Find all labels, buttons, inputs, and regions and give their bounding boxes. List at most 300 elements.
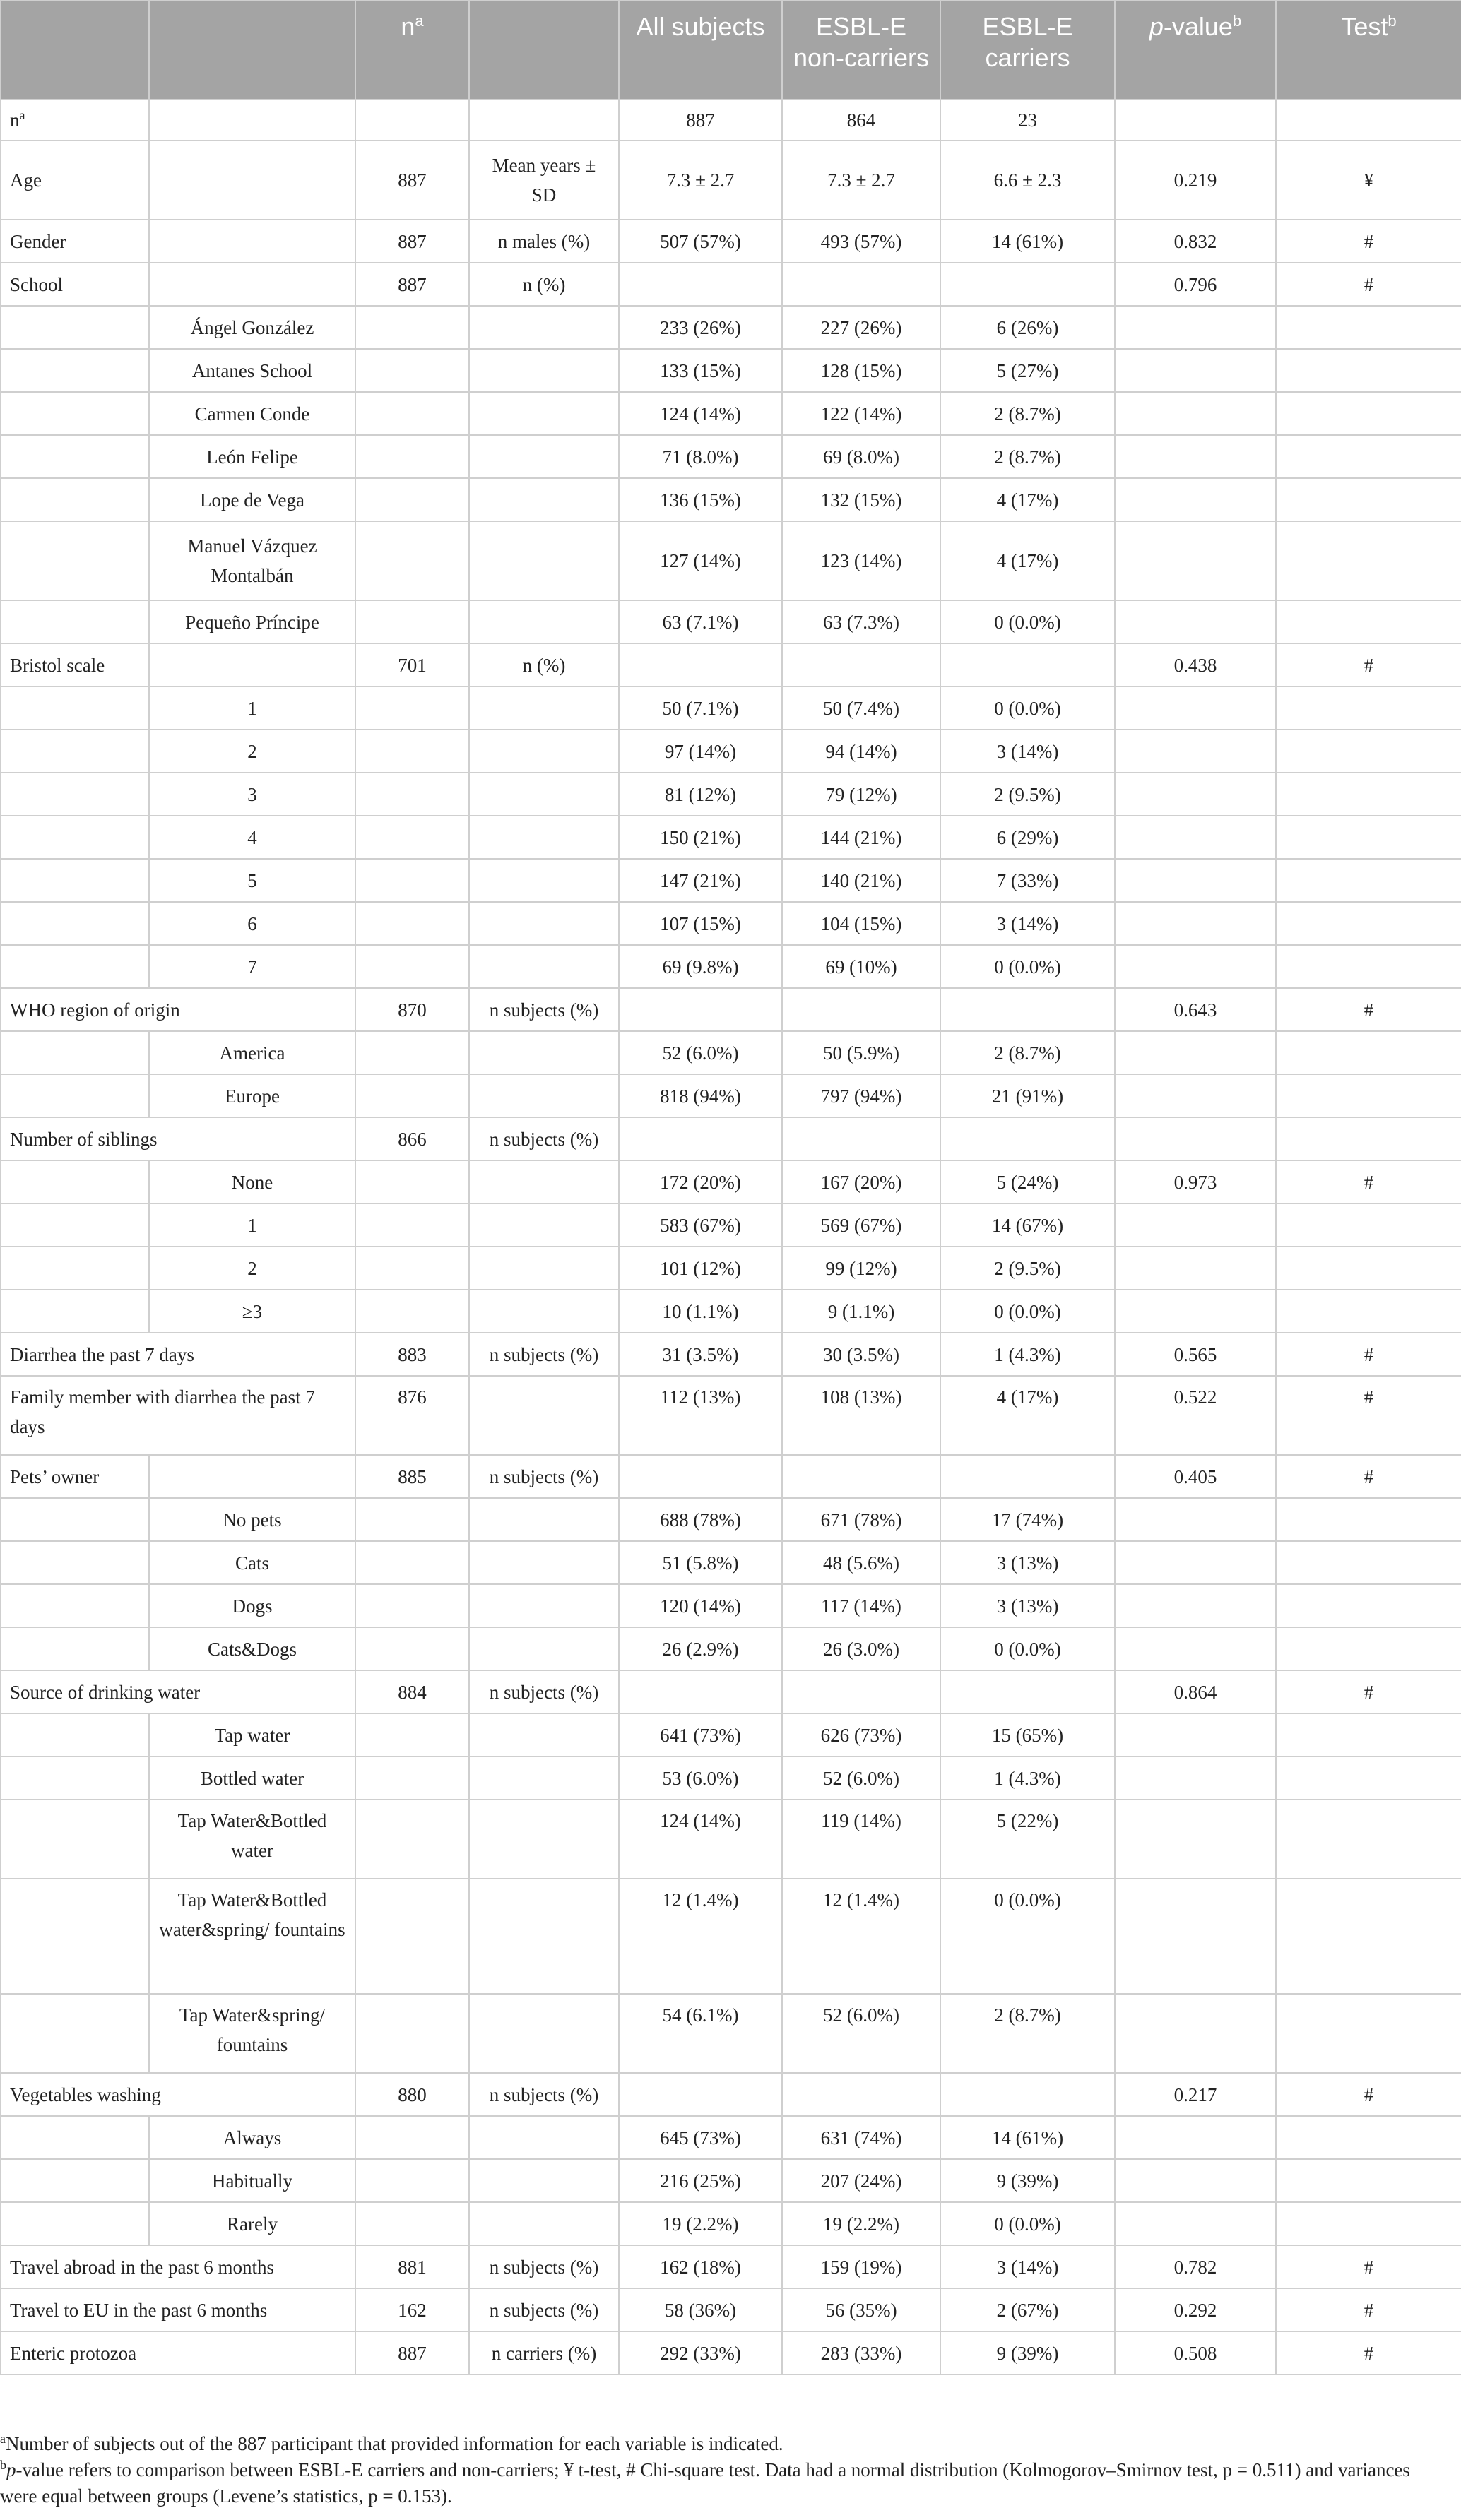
footnote-b-sup: b	[0, 2458, 6, 2472]
row-test	[1276, 2202, 1461, 2245]
table-row	[1, 902, 1461, 945]
row-carriers: 14 (67%)	[940, 1203, 1115, 1247]
header-all-subjects: All subjects	[619, 1, 782, 100]
row-n	[355, 1160, 469, 1203]
row-carriers: 0 (0.0%)	[940, 1879, 1115, 1994]
row-label	[1, 1627, 149, 1670]
row-non-carriers: 671 (78%)	[782, 1498, 940, 1541]
row-non-carriers: 19 (2.2%)	[782, 2202, 940, 2245]
row-category: 1	[149, 687, 355, 730]
row-n	[355, 1031, 469, 1074]
row-carriers: 15 (65%)	[940, 1713, 1115, 1757]
row-pvalue	[1115, 2159, 1276, 2202]
row-test	[1276, 1541, 1461, 1584]
table-row	[1, 773, 1461, 816]
row-unit: n subjects (%)	[469, 2073, 619, 2116]
row-unit	[469, 349, 619, 392]
row-test	[1276, 392, 1461, 435]
row-all-subjects: 172 (20%)	[619, 1160, 782, 1203]
row-all-subjects: 51 (5.8%)	[619, 1541, 782, 1584]
row-category: 1	[149, 1203, 355, 1247]
row-pvalue: 0.565	[1115, 1333, 1276, 1376]
table-row	[1, 306, 1461, 349]
row-all-subjects: 124 (14%)	[619, 1800, 782, 1879]
row-unit	[469, 1247, 619, 1290]
row-non-carriers: 52 (6.0%)	[782, 1994, 940, 2073]
row-n	[355, 600, 469, 643]
row-non-carriers: 79 (12%)	[782, 773, 940, 816]
row-label	[1, 859, 149, 902]
row-category: Antanes School	[149, 349, 355, 392]
row-unit: n carriers (%)	[469, 2331, 619, 2375]
row-n	[355, 730, 469, 773]
row-pvalue: 0.438	[1115, 643, 1276, 687]
row-label: Bristol scale	[1, 643, 149, 687]
row-non-carriers: 104 (15%)	[782, 902, 940, 945]
row-unit	[469, 1203, 619, 1247]
header-unit	[469, 1, 619, 100]
row-unit	[469, 100, 619, 141]
row-unit	[469, 2202, 619, 2245]
row-label	[1, 435, 149, 478]
row-label: Number of siblings	[1, 1117, 355, 1160]
row-carriers	[940, 1117, 1115, 1160]
row-pvalue	[1115, 100, 1276, 141]
row-carriers: 9 (39%)	[940, 2159, 1115, 2202]
row-test: #	[1276, 1333, 1461, 1376]
row-pvalue	[1115, 478, 1276, 521]
row-carriers	[940, 1670, 1115, 1713]
row-label: Family member with diarrhea the past 7 days	[1, 1376, 355, 1455]
row-carriers	[940, 263, 1115, 306]
table-row	[1, 1994, 1461, 2073]
row-unit	[469, 1290, 619, 1333]
row-pvalue	[1115, 1994, 1276, 2073]
row-carriers: 9 (39%)	[940, 2331, 1115, 2375]
row-n	[355, 1994, 469, 2073]
row-test: #	[1276, 2288, 1461, 2331]
row-label: Age	[1, 141, 149, 220]
row-label: WHO region of origin	[1, 988, 355, 1031]
footnote-b-italic: p	[6, 2459, 16, 2480]
row-pvalue	[1115, 773, 1276, 816]
row-carriers: 5 (22%)	[940, 1800, 1115, 1879]
row-pvalue: 0.292	[1115, 2288, 1276, 2331]
row-all-subjects: 58 (36%)	[619, 2288, 782, 2331]
row-pvalue	[1115, 521, 1276, 600]
table-row	[1, 2116, 1461, 2159]
table-row	[1, 1333, 1461, 1376]
row-pvalue	[1115, 306, 1276, 349]
row-carriers	[940, 1455, 1115, 1498]
row-test	[1276, 1203, 1461, 1247]
header-test-sup: b	[1388, 12, 1397, 30]
table-row	[1, 1627, 1461, 1670]
row-category	[149, 643, 355, 687]
row-label	[1, 392, 149, 435]
table-row	[1, 816, 1461, 859]
row-unit	[469, 392, 619, 435]
row-pvalue	[1115, 1627, 1276, 1670]
header-pvalue-sup: b	[1232, 12, 1242, 30]
row-label: Vegetables washing	[1, 2073, 355, 2116]
row-carriers: 2 (8.7%)	[940, 1031, 1115, 1074]
row-label	[1, 1160, 149, 1203]
row-category: Carmen Conde	[149, 392, 355, 435]
row-non-carriers: 144 (21%)	[782, 816, 940, 859]
table-row	[1, 945, 1461, 988]
row-carriers: 3 (14%)	[940, 2245, 1115, 2288]
row-non-carriers: 69 (8.0%)	[782, 435, 940, 478]
row-n	[355, 1541, 469, 1584]
row-pvalue	[1115, 1879, 1276, 1994]
row-test	[1276, 1117, 1461, 1160]
table-row	[1, 2331, 1461, 2375]
footnote-b	[0, 2457, 1448, 2509]
row-n: 885	[355, 1455, 469, 1498]
row-non-carriers: 227 (26%)	[782, 306, 940, 349]
row-category: Always	[149, 2116, 355, 2159]
row-non-carriers: 207 (24%)	[782, 2159, 940, 2202]
row-non-carriers: 94 (14%)	[782, 730, 940, 773]
row-test	[1276, 1757, 1461, 1800]
row-non-carriers: 493 (57%)	[782, 220, 940, 263]
table-row	[1, 600, 1461, 643]
row-carriers: 4 (17%)	[940, 478, 1115, 521]
row-unit	[469, 1584, 619, 1627]
row-pvalue	[1115, 1800, 1276, 1879]
row-category	[149, 1455, 355, 1498]
row-category: 4	[149, 816, 355, 859]
row-test: #	[1276, 220, 1461, 263]
table-row	[1, 1879, 1461, 1994]
row-pvalue: 0.508	[1115, 2331, 1276, 2375]
row-test	[1276, 945, 1461, 988]
row-carriers: 6 (26%)	[940, 306, 1115, 349]
row-category: León Felipe	[149, 435, 355, 478]
row-carriers: 2 (8.7%)	[940, 1994, 1115, 2073]
row-pvalue	[1115, 600, 1276, 643]
row-n	[355, 1074, 469, 1117]
row-carriers: 2 (9.5%)	[940, 1247, 1115, 1290]
row-test: #	[1276, 1455, 1461, 1498]
row-unit	[469, 1160, 619, 1203]
row-carriers: 2 (8.7%)	[940, 392, 1115, 435]
row-all-subjects	[619, 1117, 782, 1160]
table-row	[1, 2288, 1461, 2331]
table-body	[1, 100, 1461, 2375]
row-unit	[469, 687, 619, 730]
row-carriers: 3 (13%)	[940, 1541, 1115, 1584]
row-n	[355, 773, 469, 816]
row-category: No pets	[149, 1498, 355, 1541]
header-category	[149, 1, 355, 100]
row-pvalue	[1115, 1031, 1276, 1074]
row-carriers: 0 (0.0%)	[940, 2202, 1115, 2245]
row-test	[1276, 859, 1461, 902]
row-test	[1276, 1584, 1461, 1627]
row-carriers: 0 (0.0%)	[940, 687, 1115, 730]
row-label	[1, 1757, 149, 1800]
row-label	[1, 521, 149, 600]
row-n	[355, 392, 469, 435]
row-unit	[469, 1994, 619, 2073]
row-n	[355, 349, 469, 392]
table-row	[1, 2245, 1461, 2288]
row-all-subjects: 7.3 ± 2.7	[619, 141, 782, 220]
row-label	[1, 687, 149, 730]
row-non-carriers	[782, 1455, 940, 1498]
row-pvalue: 0.219	[1115, 141, 1276, 220]
row-unit	[469, 1541, 619, 1584]
row-category: America	[149, 1031, 355, 1074]
row-carriers: 5 (27%)	[940, 349, 1115, 392]
row-all-subjects: 124 (14%)	[619, 392, 782, 435]
row-pvalue	[1115, 1247, 1276, 1290]
row-unit: n males (%)	[469, 220, 619, 263]
row-non-carriers	[782, 263, 940, 306]
row-pvalue	[1115, 816, 1276, 859]
row-pvalue	[1115, 859, 1276, 902]
row-unit	[469, 1627, 619, 1670]
row-pvalue: 0.864	[1115, 1670, 1276, 1713]
row-pvalue	[1115, 2202, 1276, 2245]
row-test: #	[1276, 1376, 1461, 1455]
row-category: Bottled water	[149, 1757, 355, 1800]
row-non-carriers	[782, 643, 940, 687]
row-unit	[469, 1800, 619, 1879]
row-label	[1, 1031, 149, 1074]
row-n: 887	[355, 2331, 469, 2375]
row-all-subjects: 150 (21%)	[619, 816, 782, 859]
row-n	[355, 1584, 469, 1627]
table-row	[1, 2202, 1461, 2245]
header-pvalue	[1115, 1, 1276, 100]
row-pvalue: 0.973	[1115, 1160, 1276, 1203]
row-label	[1, 349, 149, 392]
row-label	[1, 2159, 149, 2202]
row-category	[149, 141, 355, 220]
row-non-carriers: 52 (6.0%)	[782, 1757, 940, 1800]
row-category	[149, 100, 355, 141]
row-pvalue	[1115, 1290, 1276, 1333]
row-test	[1276, 1074, 1461, 1117]
row-carriers: 4 (17%)	[940, 1376, 1115, 1455]
table-row	[1, 643, 1461, 687]
row-pvalue	[1115, 902, 1276, 945]
header-n-sup: a	[415, 12, 424, 30]
row-n	[355, 2159, 469, 2202]
row-all-subjects: 216 (25%)	[619, 2159, 782, 2202]
row-all-subjects: 107 (15%)	[619, 902, 782, 945]
table-row	[1, 2159, 1461, 2202]
row-unit: Mean years ± SD	[469, 141, 619, 220]
row-category: None	[149, 1160, 355, 1203]
row-all-subjects: 162 (18%)	[619, 2245, 782, 2288]
row-test	[1276, 816, 1461, 859]
row-n	[355, 816, 469, 859]
row-test	[1276, 773, 1461, 816]
row-test	[1276, 2116, 1461, 2159]
header-non-carriers: ESBL-E non-carriers	[782, 1, 940, 100]
table-row	[1, 1203, 1461, 1247]
row-label-text: n	[10, 109, 20, 131]
row-n	[355, 1247, 469, 1290]
row-all-subjects: 50 (7.1%)	[619, 687, 782, 730]
row-non-carriers: 132 (15%)	[782, 478, 940, 521]
row-unit	[469, 1498, 619, 1541]
row-all-subjects: 31 (3.5%)	[619, 1333, 782, 1376]
table-row	[1, 1031, 1461, 1074]
row-label	[1, 1498, 149, 1541]
row-all-subjects: 12 (1.4%)	[619, 1879, 782, 1994]
row-label: Travel abroad in the past 6 months	[1, 2245, 355, 2288]
row-all-subjects: 71 (8.0%)	[619, 435, 782, 478]
row-non-carriers: 283 (33%)	[782, 2331, 940, 2375]
row-n	[355, 902, 469, 945]
row-non-carriers: 56 (35%)	[782, 2288, 940, 2331]
row-category: Tap Water&Bottled water	[149, 1800, 355, 1879]
row-non-carriers: 69 (10%)	[782, 945, 940, 988]
row-pvalue: 0.832	[1115, 220, 1276, 263]
row-carriers: 17 (74%)	[940, 1498, 1115, 1541]
row-label	[1, 306, 149, 349]
row-all-subjects: 54 (6.1%)	[619, 1994, 782, 2073]
row-all-subjects: 10 (1.1%)	[619, 1290, 782, 1333]
row-carriers: 14 (61%)	[940, 2116, 1115, 2159]
row-n: 870	[355, 988, 469, 1031]
row-carriers: 3 (13%)	[940, 1584, 1115, 1627]
row-unit	[469, 2159, 619, 2202]
row-test	[1276, 1713, 1461, 1757]
row-non-carriers: 63 (7.3%)	[782, 600, 940, 643]
row-category: Cats	[149, 1541, 355, 1584]
row-unit	[469, 945, 619, 988]
row-category: Tap water	[149, 1713, 355, 1757]
row-unit: n subjects (%)	[469, 988, 619, 1031]
row-test: #	[1276, 2331, 1461, 2375]
row-pvalue	[1115, 392, 1276, 435]
table-row	[1, 1117, 1461, 1160]
row-test	[1276, 2159, 1461, 2202]
row-unit: n subjects (%)	[469, 1455, 619, 1498]
row-non-carriers: 30 (3.5%)	[782, 1333, 940, 1376]
row-label-sup: a	[19, 108, 25, 122]
row-label	[1, 1713, 149, 1757]
row-all-subjects	[619, 2073, 782, 2116]
row-test: #	[1276, 1670, 1461, 1713]
row-n	[355, 1879, 469, 1994]
row-all-subjects	[619, 263, 782, 306]
row-label: Pets’ owner	[1, 1455, 149, 1498]
row-unit	[469, 816, 619, 859]
row-pvalue	[1115, 2116, 1276, 2159]
row-pvalue	[1115, 1713, 1276, 1757]
row-non-carriers	[782, 1670, 940, 1713]
row-n	[355, 1203, 469, 1247]
table-row	[1, 687, 1461, 730]
table-row	[1, 435, 1461, 478]
row-all-subjects: 133 (15%)	[619, 349, 782, 392]
row-test	[1276, 100, 1461, 141]
row-carriers: 0 (0.0%)	[940, 945, 1115, 988]
row-pvalue	[1115, 1117, 1276, 1160]
row-label	[1, 600, 149, 643]
row-label	[1, 1994, 149, 2073]
row-category: ≥3	[149, 1290, 355, 1333]
row-non-carriers: 140 (21%)	[782, 859, 940, 902]
row-label: Diarrhea the past 7 days	[1, 1333, 355, 1376]
row-n: 880	[355, 2073, 469, 2116]
row-category: 2	[149, 1247, 355, 1290]
row-test	[1276, 1994, 1461, 2073]
row-pvalue: 0.796	[1115, 263, 1276, 306]
row-all-subjects: 147 (21%)	[619, 859, 782, 902]
table-row	[1, 1800, 1461, 1879]
row-category: 3	[149, 773, 355, 816]
row-non-carriers: 864	[782, 100, 940, 141]
row-unit: n subjects (%)	[469, 2245, 619, 2288]
row-n: 884	[355, 1670, 469, 1713]
row-category: 6	[149, 902, 355, 945]
table-row	[1, 859, 1461, 902]
row-all-subjects	[619, 1455, 782, 1498]
row-label	[1, 2116, 149, 2159]
row-label	[1, 773, 149, 816]
header-row	[1, 1, 1461, 100]
row-non-carriers	[782, 988, 940, 1031]
row-test	[1276, 600, 1461, 643]
row-test	[1276, 730, 1461, 773]
row-n	[355, 478, 469, 521]
row-unit	[469, 1376, 619, 1455]
row-unit	[469, 773, 619, 816]
row-non-carriers: 12 (1.4%)	[782, 1879, 940, 1994]
row-unit	[469, 478, 619, 521]
row-all-subjects: 136 (15%)	[619, 478, 782, 521]
row-test	[1276, 1627, 1461, 1670]
row-n	[355, 1800, 469, 1879]
row-non-carriers: 108 (13%)	[782, 1376, 940, 1455]
row-label	[1, 1584, 149, 1627]
row-test	[1276, 435, 1461, 478]
row-label	[1, 902, 149, 945]
row-test	[1276, 1247, 1461, 1290]
row-non-carriers: 128 (15%)	[782, 349, 940, 392]
row-carriers: 6 (29%)	[940, 816, 1115, 859]
row-all-subjects: 63 (7.1%)	[619, 600, 782, 643]
row-test	[1276, 521, 1461, 600]
row-n	[355, 859, 469, 902]
row-unit: n subjects (%)	[469, 2288, 619, 2331]
row-test: ¥	[1276, 141, 1461, 220]
row-label	[1, 1074, 149, 1117]
row-test	[1276, 902, 1461, 945]
row-all-subjects: 127 (14%)	[619, 521, 782, 600]
row-non-carriers: 119 (14%)	[782, 1800, 940, 1879]
table-row	[1, 349, 1461, 392]
table-row	[1, 1670, 1461, 1713]
row-n	[355, 521, 469, 600]
row-all-subjects: 112 (13%)	[619, 1376, 782, 1455]
table-row	[1, 1541, 1461, 1584]
row-unit: n subjects (%)	[469, 1333, 619, 1376]
row-pvalue: 0.405	[1115, 1455, 1276, 1498]
row-n: 887	[355, 141, 469, 220]
row-label	[1, 1247, 149, 1290]
row-all-subjects: 101 (12%)	[619, 1247, 782, 1290]
row-carriers: 3 (14%)	[940, 902, 1115, 945]
